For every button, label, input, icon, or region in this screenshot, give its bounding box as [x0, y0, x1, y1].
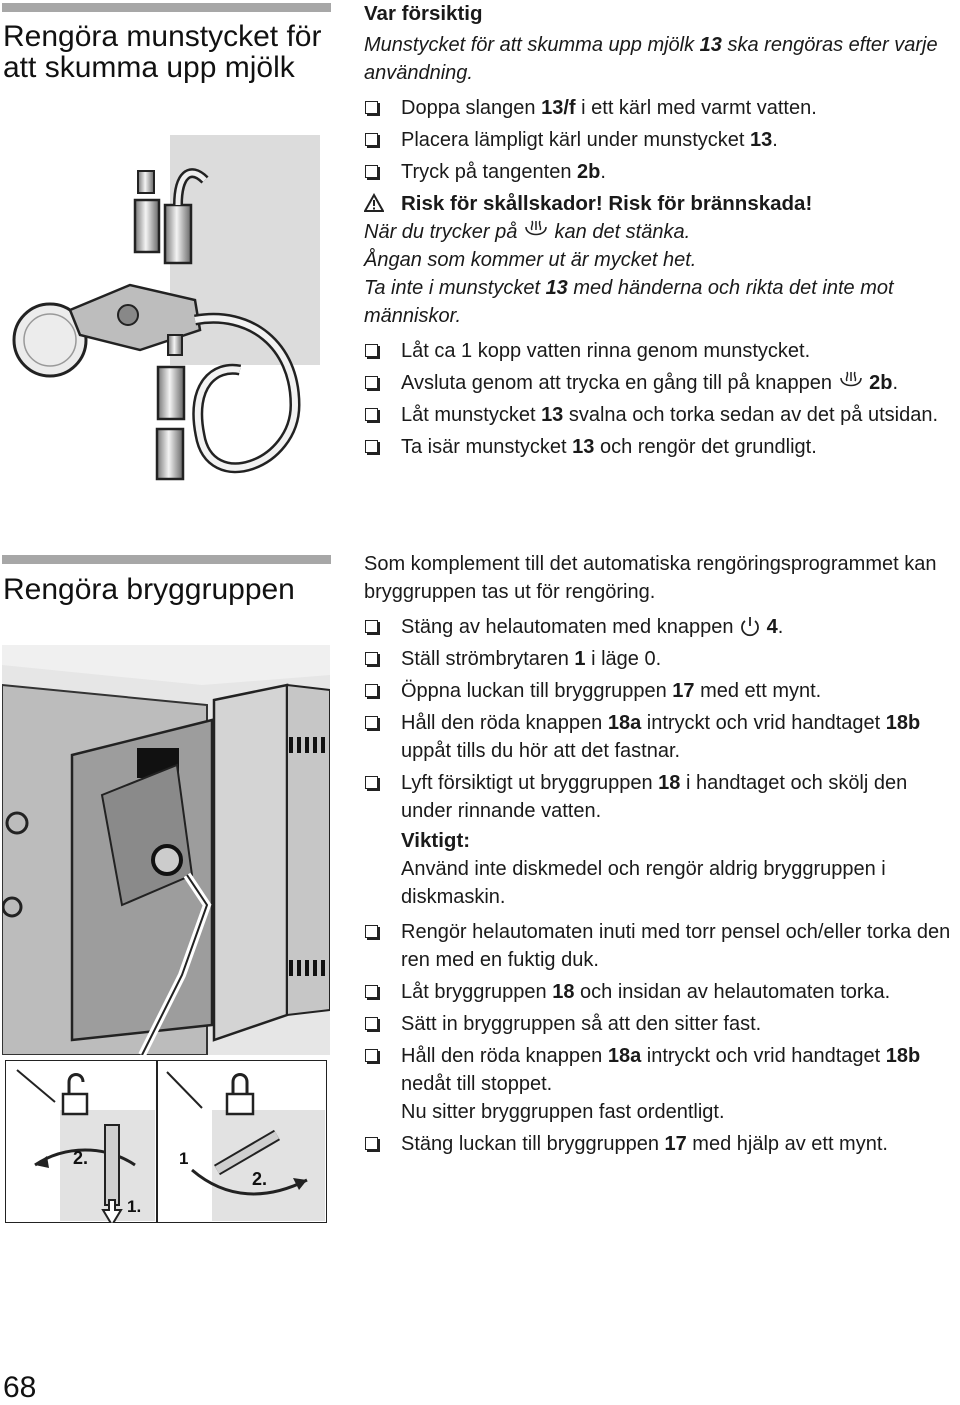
list-item: Håll den röda knappen 18a intryckt och vrid handtaget 18b uppåt tills du hör att det fastnar.	[364, 709, 958, 765]
steam-icon	[523, 218, 549, 242]
warning-triangle-icon	[364, 193, 384, 213]
list-item: Placera lämpligt kärl under munstycket 13.	[364, 126, 958, 154]
warning-detail: När du trycker på kan det stänka.	[364, 218, 958, 246]
result-note: Nu sitter bryggruppen fast ordentligt.	[401, 1101, 725, 1123]
section-rule-top	[2, 3, 331, 12]
figure-label: 2.	[73, 1148, 89, 1168]
section-title-frother: Rengöra munstycket för att skumma upp mjölk	[3, 20, 322, 84]
checkbox-bullet-icon	[365, 985, 378, 998]
list-item: Stäng av helautomaten med knappen 4.	[364, 613, 958, 641]
checkbox-bullet-icon	[365, 716, 378, 729]
list-item: Öppna luckan till bryggruppen 17 med ett mynt.	[364, 677, 958, 705]
caution-text: Munstycket för att skumma upp mjölk 13 ska rengöras efter varje användning.	[364, 34, 938, 84]
inset-lock-illustration	[157, 1060, 327, 1223]
frother-instructions	[364, 0, 958, 461]
inset-unlock-illustration	[5, 1060, 157, 1223]
checkbox-bullet-icon	[365, 165, 378, 178]
warning-detail: Ångan som kommer ut är mycket het.	[364, 249, 697, 271]
important-text: Använd inte diskmedel och rengör aldrig bryggruppen i diskmaskin.	[401, 858, 886, 908]
intro-text: Som komplement till det automatiska rengöringsprogrammet kan bryggruppen tas ut för rengöring.	[364, 553, 937, 603]
list-item: Rengör helautomaten inuti med torr pensel och/eller torka den ren med en fuktig duk.	[364, 918, 958, 974]
steam-icon	[838, 369, 864, 393]
list-item: Ta isär munstycket 13 och rengör det grundligt.	[364, 433, 958, 461]
figure-label: 1	[179, 1149, 189, 1168]
section-rule-top	[2, 555, 331, 564]
checkbox-bullet-icon	[365, 1049, 378, 1062]
checkbox-bullet-icon	[365, 684, 378, 697]
figure-label: 1.	[127, 1197, 142, 1216]
checkbox-bullet-icon	[365, 925, 378, 938]
checkbox-bullet-icon	[365, 620, 378, 633]
important-heading: Viktigt:	[401, 829, 471, 852]
list-item: Doppa slangen 13/f i ett kärl med varmt vatten.	[364, 94, 958, 122]
list-item: Lyft försiktigt ut bryggruppen 18 i handtaget och skölj den under rinnande vatten.	[364, 769, 958, 825]
power-icon	[739, 615, 761, 637]
checkbox-bullet-icon	[365, 101, 378, 114]
figure-label: 2.	[252, 1169, 268, 1189]
brew-group-instructions	[364, 550, 958, 1158]
list-item: Låt bryggruppen 18 och insidan av helautomaten torka.	[364, 978, 958, 1006]
list-item: Låt ca 1 kopp vatten rinna genom munstycket.	[364, 337, 958, 365]
list-item: Låt munstycket 13 svalna och torka sedan av det på utsidan.	[364, 401, 958, 429]
checkbox-bullet-icon	[365, 1137, 378, 1150]
list-item: Sätt in bryggruppen så att den sitter fast.	[364, 1010, 958, 1038]
frother-nozzle-illustration	[10, 135, 320, 490]
brew-group-door-illustration	[2, 645, 330, 1055]
checkbox-bullet-icon	[365, 408, 378, 421]
checkbox-bullet-icon	[365, 440, 378, 453]
list-item: Tryck på tangenten 2b.	[364, 158, 958, 186]
list-item: Avsluta genom att trycka en gång till på knappen 2b.	[364, 369, 958, 397]
page-number: 68	[3, 1371, 37, 1404]
checkbox-bullet-icon	[365, 376, 378, 389]
warning-line: Risk för skållskador! Risk för brännskada!	[364, 190, 958, 218]
list-item: Ställ strömbrytaren 1 i läge 0.	[364, 645, 958, 673]
checkbox-bullet-icon	[365, 776, 378, 789]
section-title-brew-group: Rengöra bryggruppen	[3, 573, 295, 606]
warning-detail: Ta inte i munstycket 13 med händerna och rikta det inte mot människor.	[364, 277, 894, 327]
list-item: Håll den röda knappen 18a intryckt och vrid handtaget 18b nedåt till stoppet.	[364, 1042, 958, 1098]
checkbox-bullet-icon	[365, 344, 378, 357]
list-item: Stäng luckan till bryggruppen 17 med hjälp av ett mynt.	[364, 1130, 958, 1158]
checkbox-bullet-icon	[365, 133, 378, 146]
checkbox-bullet-icon	[365, 1017, 378, 1030]
caution-heading: Var försiktig	[364, 2, 483, 25]
checkbox-bullet-icon	[365, 652, 378, 665]
